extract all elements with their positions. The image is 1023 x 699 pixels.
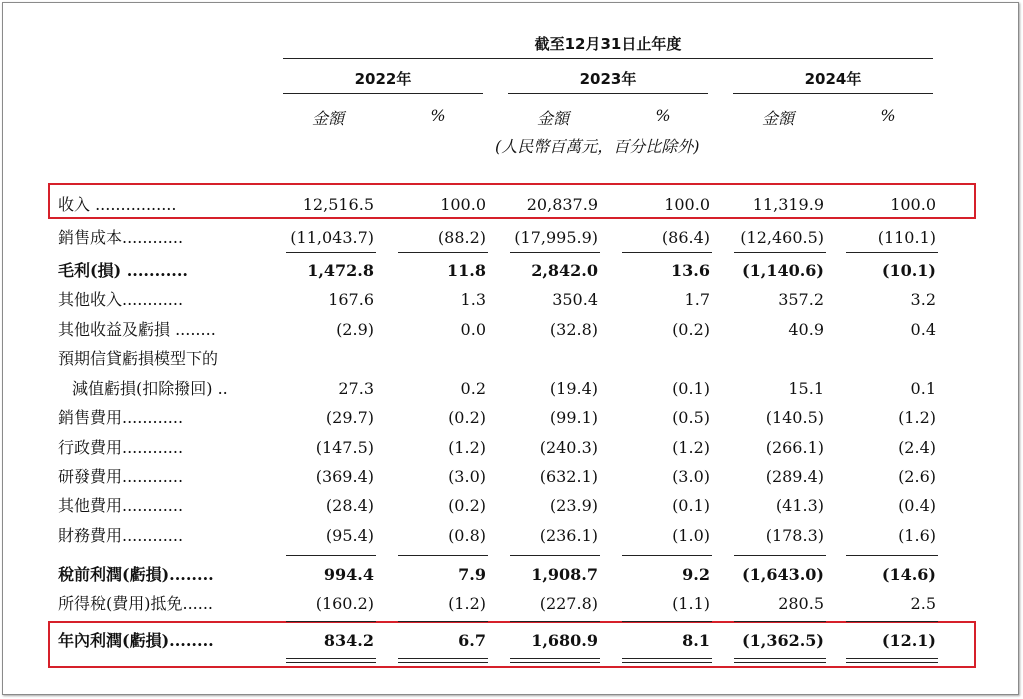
cell-percent-2022: 0.2 (460, 379, 486, 398)
cell-amount-2023: (227.8) (539, 594, 598, 613)
cell-percent-2022: 6.7 (458, 631, 486, 650)
cell-amount-2022: 994.4 (323, 565, 374, 584)
cell-amount-2023: (17,995.9) (514, 228, 598, 247)
subtotal-rule-amount-2023 (510, 252, 600, 253)
row-label: 預期信貸虧損模型下的 (58, 349, 219, 368)
cell-percent-2023: 9.2 (682, 565, 710, 584)
period-header: 截至12月31日止年度 (534, 35, 682, 53)
cell-percent-2024: (0.4) (898, 496, 936, 515)
cell-percent-2024: (12.1) (881, 631, 936, 650)
cell-percent-2022: (0.8) (448, 526, 486, 545)
cell-amount-2023: (632.1) (539, 467, 598, 486)
subtotal-rule-percent-2024 (846, 621, 938, 622)
cell-percent-2024: (2.4) (898, 438, 936, 457)
table-row (0, 463, 1023, 491)
cell-percent-2022: 11.8 (447, 261, 486, 280)
row-label: 行政費用............ (58, 438, 184, 457)
cell-amount-2022: (11,043.7) (290, 228, 374, 247)
cell-amount-2023: (32.8) (549, 320, 598, 339)
cell-percent-2023: 8.1 (682, 631, 710, 650)
cell-percent-2023: 100.0 (664, 195, 710, 214)
unit-note: (人民幣百萬元，百分比除外) (495, 137, 700, 156)
subtotal-rule-percent-2024 (846, 555, 938, 556)
column-header-amount-2022: 金額 (311, 109, 344, 128)
cell-amount-2023: 2,842.0 (531, 261, 598, 280)
year-header-2024: 2024年 (804, 70, 862, 88)
cell-percent-2022: (0.2) (448, 496, 486, 515)
column-header-percent-2022: % (430, 106, 446, 125)
cell-percent-2023: (3.0) (672, 467, 710, 486)
total-double-rule-upper-amount-2022 (286, 658, 376, 659)
year-header-2023: 2023年 (579, 70, 637, 88)
cell-amount-2022: (2.9) (336, 320, 374, 339)
cell-amount-2022: 27.3 (338, 379, 374, 398)
total-double-rule-lower-percent-2023 (622, 662, 712, 663)
cell-amount-2022: 834.2 (323, 631, 374, 650)
cell-amount-2022: (160.2) (315, 594, 374, 613)
year-underline-2024 (733, 93, 933, 94)
subtotal-rule-amount-2023 (510, 621, 600, 622)
cell-amount-2024: 357.2 (778, 290, 824, 309)
net-profit-highlight-box (48, 621, 976, 668)
cell-amount-2023: (236.1) (539, 526, 598, 545)
cell-amount-2024: (266.1) (765, 438, 824, 457)
cell-percent-2022: 1.3 (460, 290, 486, 309)
subtotal-rule-amount-2023 (510, 555, 600, 556)
table-row (0, 404, 1023, 432)
cell-percent-2023: (1.1) (672, 594, 710, 613)
subtotal-rule-amount-2022 (286, 621, 376, 622)
cell-percent-2022: 0.0 (460, 320, 486, 339)
cell-amount-2023: (23.9) (549, 496, 598, 515)
row-label: 其他收益及虧損 ........ (58, 320, 216, 339)
cell-amount-2024: (140.5) (765, 408, 824, 427)
subtotal-rule-percent-2022 (398, 555, 488, 556)
cell-amount-2023: 350.4 (552, 290, 598, 309)
cell-amount-2022: (147.5) (315, 438, 374, 457)
cell-amount-2024: (178.3) (765, 526, 824, 545)
row-label: 銷售費用............ (58, 408, 184, 427)
total-double-rule-upper-amount-2024 (734, 658, 826, 659)
revenue-highlight-box (48, 183, 976, 219)
column-header-percent-2024: % (880, 106, 896, 125)
cell-percent-2022: 7.9 (458, 565, 486, 584)
cell-amount-2024: 40.9 (788, 320, 824, 339)
cell-percent-2024: (10.1) (881, 261, 936, 280)
row-label: 其他費用............ (58, 496, 184, 515)
table-row (0, 286, 1023, 314)
cell-percent-2023: 13.6 (671, 261, 710, 280)
cell-amount-2024: 15.1 (788, 379, 824, 398)
cell-percent-2023: (0.2) (672, 320, 710, 339)
cell-percent-2023: (86.4) (661, 228, 710, 247)
cell-percent-2024: 100.0 (890, 195, 936, 214)
cell-amount-2024: 11,319.9 (752, 195, 824, 214)
cell-amount-2023: 1,908.7 (531, 565, 598, 584)
cell-amount-2023: 1,680.9 (531, 631, 598, 650)
subtotal-rule-amount-2022 (286, 252, 376, 253)
cell-percent-2024: (1.6) (898, 526, 936, 545)
cell-amount-2024: 280.5 (778, 594, 824, 613)
table-row (0, 561, 1023, 589)
cell-amount-2023: (240.3) (539, 438, 598, 457)
row-label: 年內利潤(虧損)........ (58, 631, 214, 650)
cell-amount-2022: (95.4) (325, 526, 374, 545)
row-label: 其他收入............ (58, 290, 184, 309)
cell-amount-2024: (289.4) (765, 467, 824, 486)
cell-amount-2024: (12,460.5) (740, 228, 824, 247)
table-row (0, 434, 1023, 462)
year-underline-2023 (508, 93, 708, 94)
cell-amount-2023: (99.1) (549, 408, 598, 427)
subtotal-rule-amount-2024 (734, 621, 826, 622)
subtotal-rule-percent-2024 (846, 252, 938, 253)
cell-amount-2022: (28.4) (325, 496, 374, 515)
year-header-2022: 2022年 (354, 70, 412, 88)
table-row (0, 345, 1023, 373)
cell-percent-2024: 0.1 (910, 379, 936, 398)
cell-percent-2024: 2.5 (910, 594, 936, 613)
table-row (0, 590, 1023, 618)
subtotal-rule-percent-2023 (622, 621, 712, 622)
subtotal-rule-percent-2023 (622, 555, 712, 556)
cell-percent-2023: (0.1) (672, 379, 710, 398)
cell-percent-2024: (2.6) (898, 467, 936, 486)
subtotal-rule-percent-2023 (622, 252, 712, 253)
table-row (0, 492, 1023, 520)
row-label: 銷售成本............ (58, 228, 184, 247)
total-double-rule-upper-percent-2023 (622, 658, 712, 659)
cell-amount-2024: (1,362.5) (742, 631, 824, 650)
cell-amount-2024: (41.3) (775, 496, 824, 515)
table-row (0, 224, 1023, 252)
cell-amount-2022: 1,472.8 (307, 261, 374, 280)
cell-percent-2022: (3.0) (448, 467, 486, 486)
cell-percent-2022: 100.0 (440, 195, 486, 214)
cell-amount-2024: (1,140.6) (742, 261, 824, 280)
cell-percent-2023: 1.7 (684, 290, 710, 309)
cell-amount-2022: (29.7) (325, 408, 374, 427)
subtotal-rule-percent-2022 (398, 621, 488, 622)
total-double-rule-upper-percent-2022 (398, 658, 488, 659)
total-double-rule-lower-amount-2023 (510, 662, 600, 663)
cell-percent-2024: 3.2 (910, 290, 936, 309)
table-row (0, 316, 1023, 344)
column-header-amount-2024: 金額 (761, 109, 794, 128)
cell-amount-2022: (369.4) (315, 467, 374, 486)
cell-percent-2022: (88.2) (437, 228, 486, 247)
subtotal-rule-amount-2022 (286, 555, 376, 556)
column-header-amount-2023: 金額 (536, 109, 569, 128)
year-underline-2022 (283, 93, 483, 94)
column-header-percent-2023: % (655, 106, 671, 125)
row-label: 毛利(損) ........... (58, 261, 188, 280)
subtotal-rule-percent-2022 (398, 252, 488, 253)
table-row (0, 257, 1023, 285)
cell-percent-2022: (1.2) (448, 594, 486, 613)
row-label: 減值虧損(扣除撥回) .. (72, 379, 228, 398)
cell-percent-2023: (1.0) (672, 526, 710, 545)
cell-percent-2023: (0.5) (672, 408, 710, 427)
total-double-rule-lower-amount-2024 (734, 662, 826, 663)
total-double-rule-lower-percent-2022 (398, 662, 488, 663)
cell-amount-2023: 20,837.9 (526, 195, 598, 214)
cell-amount-2022: 12,516.5 (302, 195, 374, 214)
cell-amount-2022: 167.6 (328, 290, 374, 309)
total-double-rule-lower-percent-2024 (846, 662, 938, 663)
cell-amount-2023: (19.4) (549, 379, 598, 398)
total-double-rule-upper-percent-2024 (846, 658, 938, 659)
subtotal-rule-amount-2024 (734, 252, 826, 253)
table-row (0, 375, 1023, 403)
row-label: 收入 ................ (58, 195, 177, 214)
row-label: 所得稅(費用)抵免...... (58, 594, 214, 613)
cell-percent-2024: (110.1) (877, 228, 936, 247)
period-underline (283, 58, 933, 59)
cell-percent-2024: 0.4 (910, 320, 936, 339)
cell-percent-2023: (1.2) (672, 438, 710, 457)
cell-percent-2024: (14.6) (881, 565, 936, 584)
cell-percent-2022: (0.2) (448, 408, 486, 427)
cell-amount-2024: (1,643.0) (742, 565, 824, 584)
row-label: 稅前利潤(虧損)........ (58, 565, 214, 584)
cell-percent-2024: (1.2) (898, 408, 936, 427)
total-double-rule-upper-amount-2023 (510, 658, 600, 659)
subtotal-rule-amount-2024 (734, 555, 826, 556)
cell-percent-2023: (0.1) (672, 496, 710, 515)
row-label: 財務費用............ (58, 526, 184, 545)
table-row (0, 522, 1023, 550)
cell-percent-2022: (1.2) (448, 438, 486, 457)
row-label: 研發費用............ (58, 467, 184, 486)
total-double-rule-lower-amount-2022 (286, 662, 376, 663)
